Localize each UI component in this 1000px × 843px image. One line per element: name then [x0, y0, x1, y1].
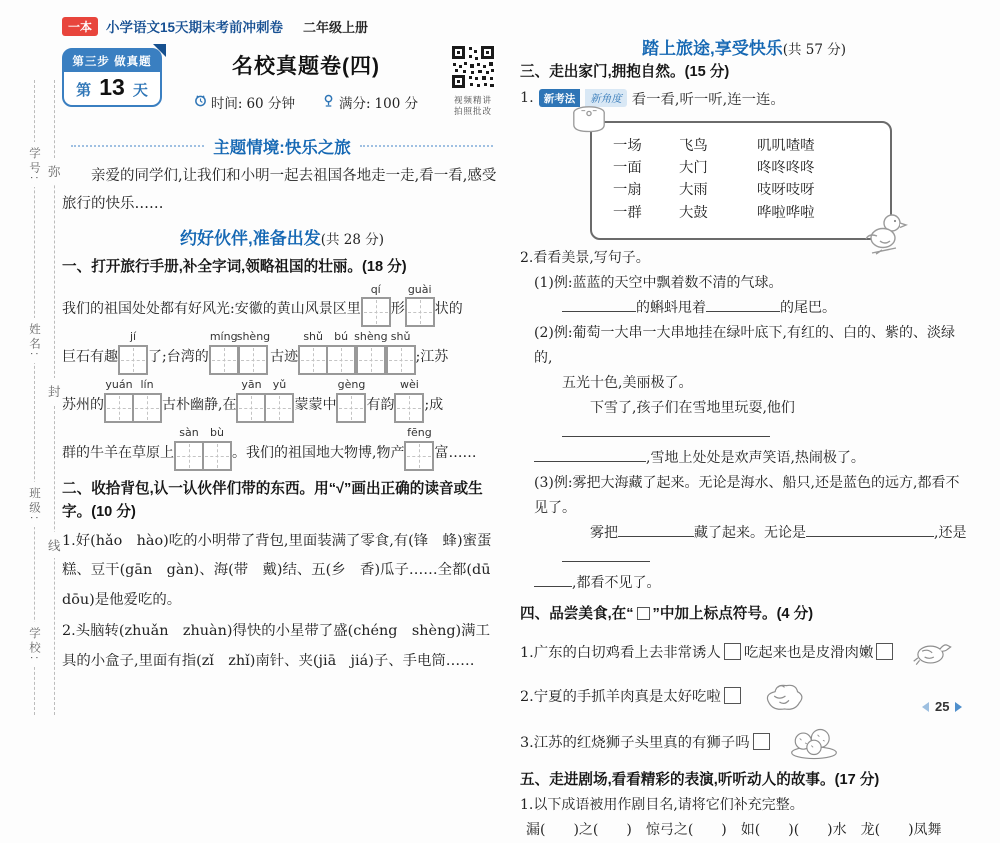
punctuation-box[interactable]: [724, 643, 741, 660]
punctuation-box[interactable]: [753, 733, 770, 750]
meatballs-icon: [789, 724, 839, 760]
answer-grid[interactable]: [298, 330, 415, 375]
theme-banner: [62, 134, 502, 158]
time-value: 60 分钟: [246, 96, 295, 112]
match-row: [592, 183, 890, 197]
text-run: ,雪地上处处是欢声笑语,热闹极了。: [646, 450, 865, 467]
question5-title: 五、走进剧场,看看精彩的表演,听听动人的故事。(17 分): [520, 771, 880, 788]
part1-title: 约好伙伴,准备出发: [179, 229, 321, 249]
writing-box[interactable]: [356, 345, 386, 375]
day-prefix: 第: [76, 82, 92, 99]
answer-grid[interactable]: [336, 378, 366, 423]
pinyin-label: sàn: [179, 425, 199, 439]
text-run: ,都看不见了。: [572, 575, 661, 592]
q1-line: [62, 330, 502, 375]
day-badge: [62, 48, 162, 107]
match-item[interactable]: 吱呀吱呀: [757, 182, 815, 199]
pinyin-label: fēng: [407, 425, 432, 439]
school-label: 学校:: [26, 622, 42, 667]
text-run: 3.江苏的红烧狮子头里真的有狮子吗: [520, 735, 750, 752]
exam-meta: [170, 92, 442, 112]
match-item[interactable]: 飞鸟: [679, 137, 708, 154]
match-item[interactable]: 一场: [613, 137, 642, 154]
text-run: 巨石有趣: [62, 349, 118, 366]
text-run: (3)例:雾把大海藏了起来。无论是海水、船只,还是蓝色的远方,都看不见了。: [534, 475, 960, 517]
q3-sub-line: [534, 446, 968, 471]
drum-icon: [568, 103, 610, 145]
pinyin-label: qí: [370, 282, 381, 296]
q4-item-1: [520, 636, 968, 668]
tian-cell: [394, 378, 424, 423]
student-name-label: 姓名:: [26, 318, 42, 363]
new-angle-badge: 新角度: [585, 89, 627, 107]
text-run: 2.宁夏的手抓羊肉真是太好吃啦: [520, 689, 721, 706]
writing-box[interactable]: [104, 393, 134, 423]
text-run: 雾把: [562, 525, 618, 542]
full-score-label: 满分:: [338, 96, 371, 112]
day-label: [64, 72, 160, 105]
blank-line[interactable]: [618, 523, 694, 537]
writing-box[interactable]: [264, 393, 294, 423]
text-run: 形: [390, 301, 405, 318]
part2-title: 踏上旅途,享受快乐: [641, 39, 783, 58]
tian-cell: [326, 330, 356, 375]
text-run: 古迹: [270, 349, 299, 366]
answer-grid[interactable]: [209, 330, 270, 375]
writing-box[interactable]: [118, 345, 148, 375]
writing-box[interactable]: [174, 441, 204, 471]
text-run: 四、品尝美食,在“: [520, 606, 634, 623]
tian-cell: [237, 330, 270, 375]
text-run: ;江苏: [415, 349, 449, 366]
new-method-badge: 新考法: [539, 89, 581, 107]
pinyin-label: shǔ: [303, 330, 323, 344]
text-run: 古朴幽静,在: [162, 396, 237, 413]
writing-box[interactable]: [236, 393, 266, 423]
pinyin-label: bú: [334, 330, 349, 344]
pinyin-label: gèng: [337, 378, 366, 392]
blank-line[interactable]: [534, 448, 646, 462]
pinyin-label: wèi: [400, 378, 419, 392]
pinyin-label: jí: [129, 330, 137, 344]
full-score-value: 100 分: [374, 96, 419, 112]
q3-sub-line: [534, 571, 968, 596]
seal-char-1: 弥: [48, 158, 61, 184]
text-run: 。我们的祖国地大物博,物产: [232, 444, 405, 461]
brand-logo: 一本: [62, 17, 98, 36]
writing-box[interactable]: [386, 345, 416, 375]
text-run: 的蝌蚪甩着: [636, 300, 706, 317]
text-run: 了;台湾的: [148, 349, 209, 366]
match-item[interactable]: 咚咚咚咚: [757, 160, 815, 177]
tian-cell: [386, 330, 416, 375]
part2-heading: [520, 34, 968, 59]
pinyin-label: yuán: [105, 378, 133, 392]
text-run: 苏州的: [62, 396, 104, 413]
match-row: [592, 139, 890, 153]
text-run: [534, 300, 562, 316]
text-run: 有韵: [366, 396, 395, 413]
q1-line: [62, 378, 502, 423]
pinyin-label: shèng: [354, 330, 388, 344]
pinyin-label: míng: [209, 330, 238, 344]
tian-cell: [361, 283, 391, 328]
day-number: 13: [99, 74, 125, 100]
match-item[interactable]: 大门: [679, 160, 708, 177]
question1-title: 一、打开旅行手册,补全字词,领略祖国的壮丽。(18 分): [62, 259, 407, 276]
q3-sub-line: [534, 471, 968, 521]
chicken-icon: [912, 636, 954, 668]
text-run: 下雪了,孩子们在雪地里玩耍,他们: [562, 400, 795, 417]
q3-sub-line: [534, 371, 968, 396]
match-item[interactable]: 一扇: [613, 182, 642, 199]
text-run: (1)例:蓝蓝的天空中飘着数不清的气球。: [534, 275, 783, 292]
fold-corner-icon: [153, 44, 166, 57]
text-run: 状的: [434, 301, 463, 318]
q3-sub-line: [534, 396, 968, 446]
q5-item-1: 1.以下成语被用作剧目名,请将它们补充完整。: [520, 796, 804, 813]
blank-line[interactable]: [562, 423, 770, 437]
q3-subquestions: [520, 271, 968, 596]
tian-cell: [104, 378, 134, 423]
q1-line: [62, 283, 502, 328]
intro-paragraph: 亲爱的同学们,让我们和小明一起去祖国各地走一走,看一看,感受旅行的快乐……: [62, 168, 497, 212]
answer-grid[interactable]: [174, 426, 232, 471]
tian-cell: [202, 426, 232, 471]
match-item[interactable]: 大雨: [679, 182, 708, 199]
exam-head: [62, 44, 502, 130]
question2-title: 二、收拾背包,认一认伙伴们带的东西。用“√”画出正确的读音或生字。(10 分): [62, 480, 483, 521]
tian-cell: [174, 426, 204, 471]
blank-line[interactable]: [706, 298, 780, 312]
pinyin-label: shǔ: [390, 330, 411, 344]
answer-grid[interactable]: [405, 283, 435, 328]
blank-line[interactable]: [806, 523, 934, 537]
tian-cell: [209, 330, 239, 375]
pinyin-label: shèng: [236, 330, 271, 344]
book-header: [62, 16, 502, 36]
clock-icon: [194, 94, 207, 111]
tian-cell: [132, 378, 162, 423]
time-meta: [194, 92, 295, 112]
part2-score: (共 57 分): [782, 42, 847, 58]
text-run: (2)例:葡萄一大串一大串地挂在绿叶底下,有红的、白的、紫的、淡绿的,: [534, 325, 955, 367]
q3-sub-line: [534, 271, 968, 296]
answer-grid[interactable]: [104, 378, 162, 423]
tian-cell: [404, 426, 434, 471]
tian-cell: [354, 330, 387, 375]
time-label: 时间:: [210, 96, 243, 112]
punctuation-box[interactable]: [637, 607, 650, 620]
left-page: [62, 16, 505, 676]
next-page-icon[interactable]: [955, 702, 962, 712]
match-row: [592, 161, 890, 175]
writing-box[interactable]: [336, 393, 366, 423]
q3-sub-line: [534, 321, 968, 371]
binding-margin: [22, 80, 66, 715]
text-run: 富……: [434, 444, 477, 461]
item-number: 1.: [520, 90, 534, 107]
page-number: 25: [935, 699, 950, 714]
theme-title: 主题情境:快乐之旅: [213, 139, 351, 157]
punctuation-box[interactable]: [724, 687, 741, 704]
writing-box[interactable]: [238, 345, 268, 375]
writing-box[interactable]: [202, 441, 232, 471]
answer-grid[interactable]: [394, 378, 424, 423]
text-run: 的尾巴。: [780, 300, 836, 317]
exam-title: 名校真题卷(四): [232, 55, 380, 78]
tian-cell: [298, 330, 328, 375]
text-run: 我们的祖国处处都有好风光:安徽的黄山风景区里: [62, 301, 361, 318]
writing-box[interactable]: [298, 345, 328, 375]
matching-box: [590, 121, 892, 241]
question3-title: 三、走出家门,拥抱自然。(15 分): [520, 64, 730, 80]
writing-box[interactable]: [132, 393, 162, 423]
q4-item-2: [520, 677, 968, 715]
grade-label: 二年级上册: [303, 19, 369, 35]
pinyin-label: lín: [140, 378, 154, 392]
text-run: 吃起来也是皮滑肉嫩: [743, 645, 874, 662]
seal-char-2: 封: [48, 378, 61, 404]
text-run: ,还是: [934, 525, 967, 542]
text-run: ”中加上标点符号。(4 分): [652, 606, 814, 623]
match-grid: [592, 139, 890, 221]
answer-grid[interactable]: [118, 330, 148, 375]
bird-icon: [864, 210, 908, 260]
answer-grid[interactable]: [404, 426, 434, 471]
seal-char-3: 线: [48, 532, 61, 558]
text-run: 1.广东的白切鸡看上去非常诱人: [520, 645, 721, 662]
punctuation-box[interactable]: [876, 643, 893, 660]
q2-item-2: 2.头脑转(zhuǎn zhuàn)得快的小星带了盛(chéng shèng)满工具的小盒子,里面有指(zǐ zhǐ)南针、夹(jiā jiá)子、手电筒……: [62, 623, 490, 669]
page-footer: [922, 699, 962, 714]
match-item[interactable]: 哗啦哗啦: [757, 204, 815, 221]
student-id-label: 学号:: [26, 142, 42, 187]
answer-grid[interactable]: [236, 378, 294, 423]
writing-box[interactable]: [405, 297, 435, 327]
tian-cell: [405, 283, 435, 328]
q3-item-1-text: 看一看,听一听,连一连。: [631, 91, 785, 108]
pinyin-label: guài: [407, 282, 432, 296]
writing-box[interactable]: [209, 345, 239, 375]
tian-cell: [118, 330, 148, 375]
tian-cell: [264, 378, 294, 423]
writing-box[interactable]: [404, 441, 434, 471]
text-run: ;成: [424, 396, 444, 413]
qr-code-icon[interactable]: [450, 75, 496, 94]
match-item[interactable]: 大鼓: [679, 204, 708, 221]
writing-box[interactable]: [394, 393, 424, 423]
day-suffix: 天: [132, 82, 148, 99]
lamb-icon: [760, 677, 804, 715]
q5-idioms-line[interactable]: 漏( )之( ) 惊弓之( ) 如( )( )水 龙( )凤舞: [526, 821, 942, 838]
tian-cell: [336, 378, 366, 423]
pinyin-label: yǔ: [272, 378, 287, 392]
prev-page-icon[interactable]: [922, 702, 929, 712]
part1-score: (共 28 分): [320, 232, 385, 249]
series-title: 小学语文15天期末考前冲刺卷: [106, 20, 284, 35]
pinyin-label: yān: [241, 378, 262, 392]
text-run: 藏了起来。无论是: [694, 525, 806, 542]
match-row: [592, 206, 890, 220]
q3-sub-line: [534, 521, 968, 571]
q4-item-3: [520, 724, 968, 760]
exam-title-block: [170, 46, 442, 112]
q2-item-1: 1.好(hǎo hào)吃的小明带了背包,里面装满了零食,有(锋 蜂)蜜蛋糕、豆干(gān gàn)、海(带 戴)结、五(乡 香)瓜子……全都(dū dōu)是他爱吃的。: [62, 533, 505, 608]
pinyin-label: bù: [210, 425, 224, 439]
qr-caption: 视频精讲 拍照批改: [453, 96, 492, 118]
match-item[interactable]: 一面: [613, 160, 642, 177]
magnifier-icon: [323, 94, 335, 111]
blank-line[interactable]: [534, 573, 572, 587]
blank-line[interactable]: [562, 548, 650, 562]
q3-item-2: 2.看看美景,写句子。: [520, 250, 650, 267]
match-item[interactable]: 一群: [613, 204, 642, 221]
match-item[interactable]: 叽叽喳喳: [757, 137, 815, 154]
q1-line: [62, 426, 502, 471]
right-page: [520, 28, 968, 843]
qr-block[interactable]: [446, 44, 500, 119]
writing-box[interactable]: [361, 297, 391, 327]
writing-box[interactable]: [326, 345, 356, 375]
question4-title: [520, 603, 968, 627]
text-run: 五光十色,美丽极了。: [562, 375, 693, 392]
score-meta: [323, 92, 418, 112]
part1-heading: [62, 224, 502, 249]
tian-cell: [236, 378, 266, 423]
q3-sub-line: [534, 296, 968, 321]
blank-line[interactable]: [562, 298, 636, 312]
text-run: 蒙蒙中: [294, 396, 337, 413]
text-run: 群的牛羊在草原上: [62, 444, 174, 461]
answer-grid[interactable]: [361, 283, 391, 328]
step-label: 第三步 做真题: [64, 50, 160, 72]
class-label: 班级:: [26, 482, 42, 527]
